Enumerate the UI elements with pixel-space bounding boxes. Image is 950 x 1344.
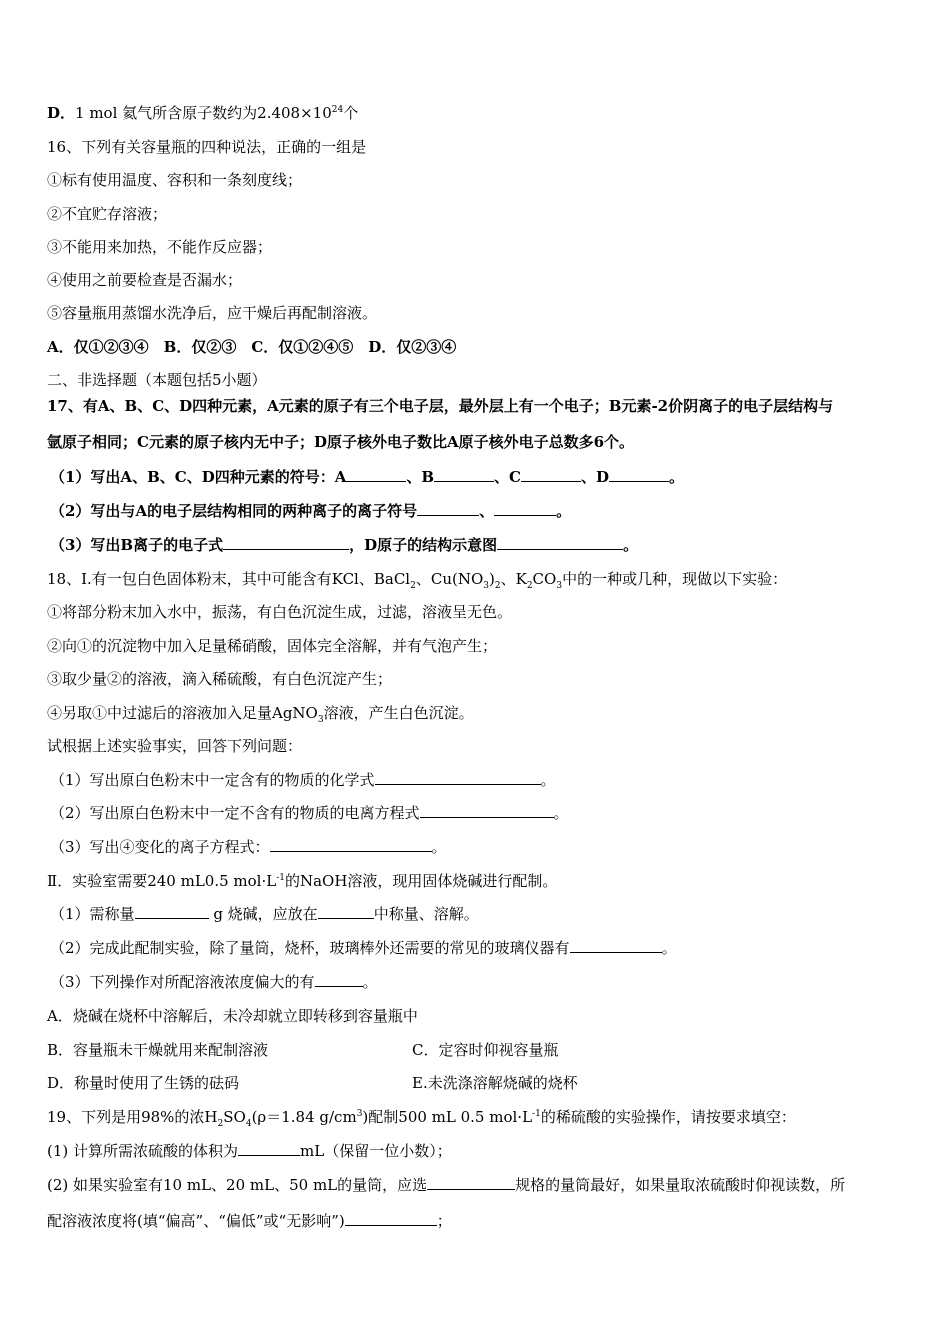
q18-exp-4 [47,703,910,723]
q18-ii1-text: 中称量、溶解。 [373,905,479,923]
q18-part3 [50,837,910,857]
superscript: 24 [331,105,344,115]
option-text: 个 [343,104,359,122]
q18-ii3-text: （3）下列操作对所配溶液浓度偏大的有 [50,973,315,991]
q18-ii2-text: （2）完成此配制实验，除了量筒，烧杯，玻璃棒外还需要的常见的玻璃仪器有 [50,939,570,957]
q16-item-4: ④使用之前要检查是否漏水； [47,271,243,289]
q17-part1-text: （1）写出A、B、C、D四种元素的符号：A [50,468,347,486]
q18-options-de [47,1073,910,1093]
q18-ii-part3 [50,972,910,992]
q18-stem-text: 中的一种或几种，现做以下实验： [562,570,788,588]
q18-part1 [50,770,910,790]
q18-ii1-text: （1）需称量 [50,905,135,923]
answer-blank-structure-diagram[interactable] [497,535,623,550]
answer-blank-vessel[interactable] [318,904,374,919]
q18-part3-text: 。 [431,838,447,856]
superscript: -1 [276,873,285,883]
subscript: 3 [317,715,324,725]
q19-stem-text: 19、下列是用98%的浓H [47,1108,218,1126]
answer-blank-ion-equation[interactable] [270,837,432,852]
superscript: 3 [356,1109,363,1119]
q17-part2-text: 、 [479,502,495,520]
answer-blank-ion2[interactable] [494,501,556,516]
q18-option-b: B．容量瓶未干燥就用来配制溶液 [47,1041,269,1059]
q17-stem-text: 17、有A、B、C、D四种元素，A元素的原子有三个电子层，最外层上有一个电子；B元素-2价阴离子的电子层结构与 [47,397,834,415]
q15-option-d [47,103,910,123]
option-label: D． [47,104,76,122]
q19-part2-text: 配溶液浓度将(填“偏高”、“偏低”或“无影响”) [47,1212,345,1230]
q19-part2 [47,1175,910,1195]
q16-item-1: ①标有使用温度、容积和一条刻度线； [47,171,303,189]
q18-part1-text: （1）写出原白色粉末中一定含有的物质的化学式 [50,771,375,789]
q19-stem [47,1107,910,1127]
subscript: 2 [217,1119,224,1129]
q18-partII-text: Ⅱ．实验室需要240 mL0.5 mol·L [47,872,277,890]
q18-partII-text: 的NaOH溶液，现用固体烧碱进行配制。 [284,872,558,890]
option-text: 1 mol 氦气所含原子数约为2.408×10 [75,104,332,122]
subscript: 3 [556,581,563,591]
q18-exp4-text: ④另取①中过滤后的溶液加入足量AgNO [47,704,318,722]
q19-part2-text: 规格的量筒最好，如果量取浓硫酸时仰视读数，所 [515,1176,846,1194]
q18-prompt: 试根据上述实验事实，回答下列问题： [47,737,303,755]
answer-blank-choice[interactable] [315,972,363,987]
subscript: 4 [245,1119,252,1129]
q19-stem-text: SO [223,1108,246,1126]
q17-part3-text: 。 [623,536,639,554]
q17-stem-line2: 氩原子相同；C元素的原子核内无中子；D原子核外电子数比A原子核外电子总数多6个。 [47,433,635,451]
q17-part3-text: ，D原子的结构示意图 [349,536,498,554]
q18-exp-1: ①将部分粉末加入水中，振荡，有白色沉淀生成，过滤，溶液呈无色。 [47,603,513,621]
answer-blank-electron-formula[interactable] [223,535,349,550]
answer-blank-c[interactable] [521,467,581,482]
answer-blank-b[interactable] [434,467,494,482]
subscript: 2 [526,581,533,591]
answer-blank-ion1[interactable] [417,501,479,516]
q19-part2-text: ； [436,1212,452,1230]
q18-part2-text: 。 [553,804,569,822]
answer-blank-instrument[interactable] [570,938,662,953]
q18-exp-2: ②向①的沉淀物中加入足量稀硝酸，固体完全溶解，并有气泡产生； [47,637,498,655]
q18-exp-3: ③取少量②的溶液，滴入稀硫酸，有白色沉淀产生； [47,670,393,688]
q17-part3-text: （3）写出B离子的电子式 [50,536,224,554]
q17-part2 [50,501,910,521]
answer-blank-d[interactable] [609,467,669,482]
q18-ii3-text: 。 [362,973,378,991]
q18-stem-text: CO [532,570,557,588]
q18-ii-part1 [50,904,910,924]
q18-stem-text: ) [489,570,495,588]
q18-ii2-text: 。 [661,939,677,957]
q19-part1-text: mL（保留一位小数）； [300,1142,452,1160]
q17-part2-text: 。 [556,502,572,520]
answer-blank-formula[interactable] [375,770,541,785]
q17-part2-text: （2）写出与A的电子层结构相同的两种离子的离子符号 [50,502,418,520]
q17-stem-line1 [47,396,910,416]
q18-stem-text: 、K [500,570,527,588]
q17-part1-text: 、D [580,468,609,486]
q18-ii1-text: g 烧碱，应放在 [208,905,318,923]
q19-stem-text: )配制500 mL 0.5 mol·L [362,1108,533,1126]
answer-blank-effect[interactable] [345,1211,437,1226]
q16-item-5: ⑤容量瓶用蒸馏水洗净后，应干燥后再配制溶液。 [47,304,378,322]
q18-stem [47,569,910,589]
q16-item-3: ③不能用来加热，不能作反应器； [47,238,273,256]
q17-part1 [50,467,910,487]
q18-option-a: A．烧碱在烧杯中溶解后，未冷却就立即转移到容量瓶中 [47,1007,418,1025]
q19-part2-cont [47,1211,910,1231]
q19-part1-text: (1) 计算所需浓硫酸的体积为 [47,1142,239,1160]
q18-part3-text: （3）写出④变化的离子方程式： [50,838,270,856]
q16-options: A．仅①②③④ B．仅②③ C．仅①②④⑤ D．仅②③④ [47,338,457,356]
answer-blank-cylinder[interactable] [427,1175,515,1190]
q18-option-e: E.未洗涤溶解烧碱的烧杯 [412,1074,578,1092]
answer-blank-mass[interactable] [135,904,209,919]
q18-option-d: D．称量时使用了生锈的砝码 [47,1074,240,1092]
q19-part1 [47,1141,910,1161]
q17-part3 [50,535,910,555]
q18-part2 [50,803,910,823]
q18-stem-text: 、Cu(NO [415,570,484,588]
q16-stem: 16、下列有关容量瓶的四种说法，正确的一组是 [47,138,367,156]
q19-stem-text: 的稀硫酸的实验操作，请按要求填空： [540,1108,796,1126]
q19-part2-text: (2) 如果实验室有10 mL、20 mL、50 mL的量筒，应选 [47,1176,428,1194]
subscript: 2 [410,581,416,591]
q18-stem-text: 18、Ⅰ.有一包白色固体粉末，其中可能含有KCl、BaCl [47,570,411,588]
q18-ii-part2 [50,938,910,958]
q18-exp4-text: 溶液，产生白色沉淀。 [323,704,474,722]
subscript: 3 [483,581,489,591]
answer-blank-ionization[interactable] [420,803,554,818]
q17-part1-text: 、B [406,468,435,486]
q18-options-bc [47,1040,910,1060]
q19-stem-text: (ρ＝1.84 g/cm [251,1108,357,1126]
q17-part1-text: 。 [669,468,685,486]
section-heading: 二、非选择题（本题包括5小题） [47,371,267,389]
superscript: -1 [532,1109,541,1119]
q16-item-2: ②不宜贮存溶液； [47,205,168,223]
answer-blank-a[interactable] [346,467,406,482]
subscript: 2 [494,581,501,591]
q18-part1-text: 。 [540,771,556,789]
q18-part2-text: （2）写出原白色粉末中一定不含有的物质的电离方程式 [50,804,420,822]
q18-option-c: C．定容时仰视容量瓶 [412,1041,559,1059]
q18-part-ii [47,871,910,891]
answer-blank-volume[interactable] [238,1141,300,1156]
q17-part1-text: 、C [494,468,521,486]
